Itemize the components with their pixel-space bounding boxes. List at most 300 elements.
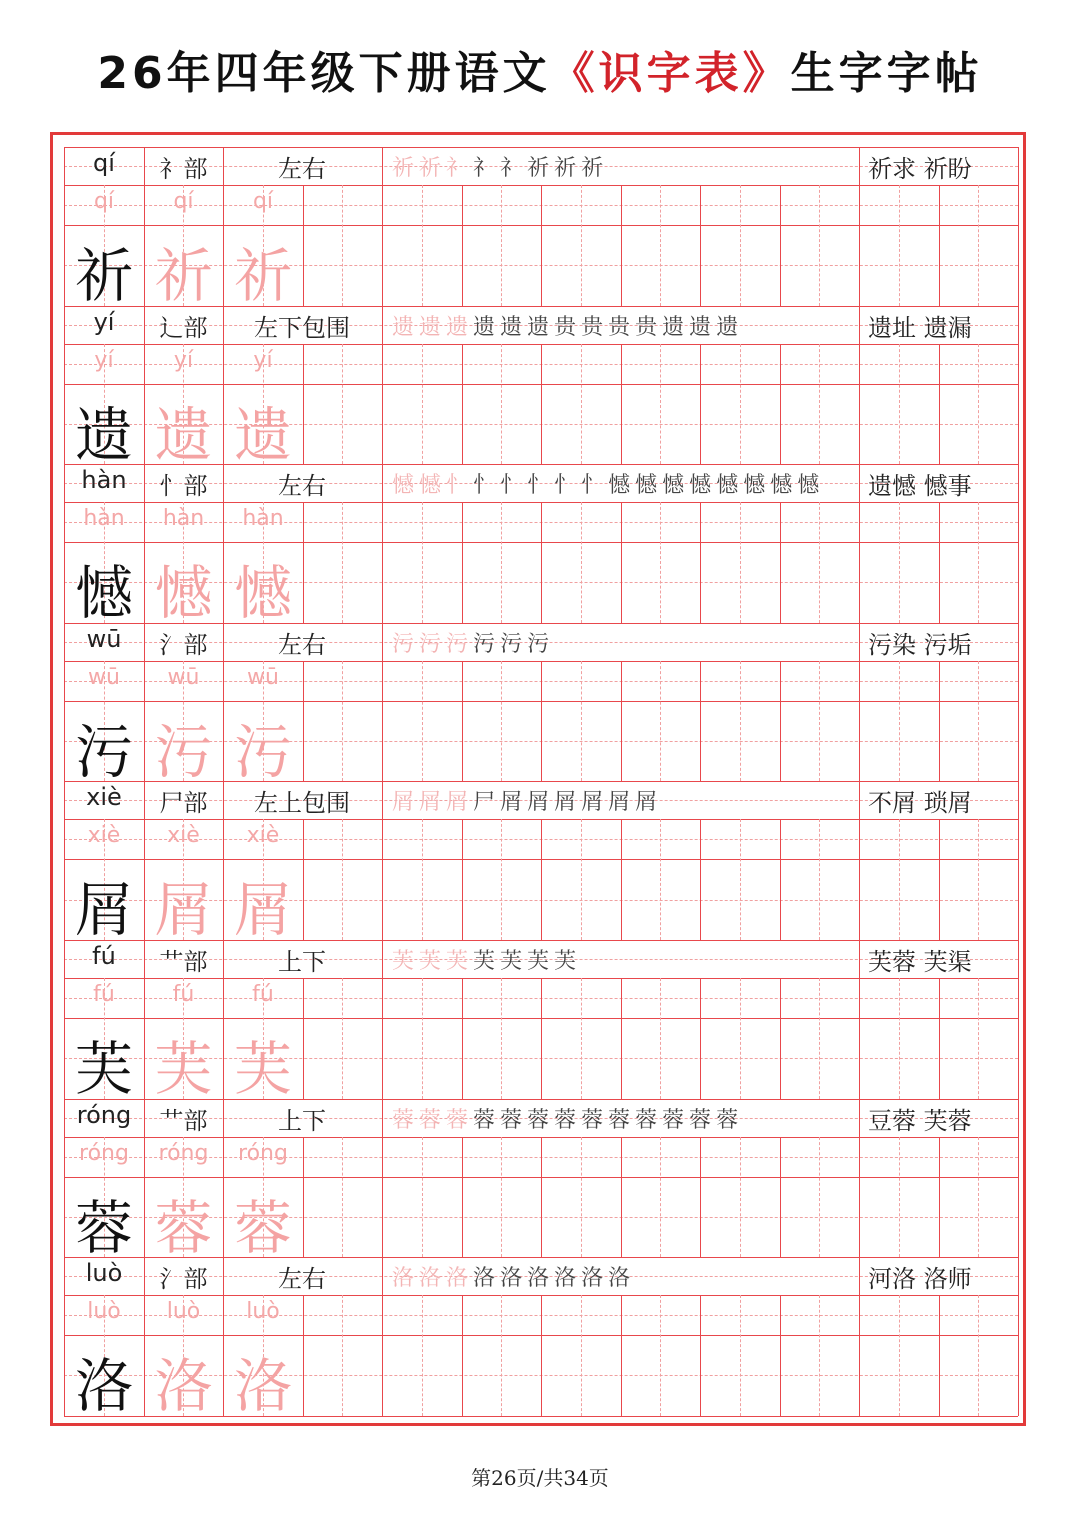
guide-line [660,344,661,465]
stroke-step: 蓉 [473,1107,497,1133]
pinyin-trace: róng [238,1140,288,1166]
stroke-step: 芙 [527,948,551,974]
pinyin-trace: xiè [167,823,200,849]
column-line [859,623,860,782]
guide-line [342,185,343,306]
row-line-top [64,781,1018,782]
column-line [1018,147,1019,306]
pinyin-trace: hàn [242,506,284,532]
example-words: 祈求 祈盼 [868,155,972,183]
column-line [462,661,463,782]
row-line-top [64,464,1018,465]
pinyin-trace: luò [166,1299,201,1325]
guide-line [501,978,502,1099]
stroke-step: 芙 [446,948,470,974]
guide-line [342,819,343,940]
stroke-step: 芙 [500,948,524,974]
guide-line [501,344,502,465]
char-block [64,147,1018,310]
guide-line [740,502,741,623]
guide-line [978,978,979,1099]
pinyin-trace: wū [88,664,120,690]
guide-line [978,661,979,782]
guide-line [740,1137,741,1258]
guide-line [660,1295,661,1416]
pinyin-trace: luò [87,1299,121,1325]
column-line [541,1137,542,1258]
column-line [382,464,383,623]
column-line [1018,1099,1019,1258]
guide-line [740,344,741,465]
guide-line [660,502,661,623]
column-line [382,623,383,782]
column-line [382,940,383,1099]
column-line [621,344,622,465]
stroke-step: 污 [446,631,470,657]
trace-character: 芙 [233,1034,292,1103]
guide-line [660,185,661,306]
column-line [939,502,940,623]
column-line [700,819,701,940]
column-line [939,1295,940,1416]
stroke-step: 污 [500,631,524,657]
guide-line [819,661,820,782]
pinyin-trace: yí [173,347,194,373]
guide-line [660,819,661,940]
guide-line [819,344,820,465]
column-line [621,661,622,782]
column-line [939,344,940,465]
stroke-step: 尸 [473,790,497,816]
guide-line [740,185,741,306]
trace-character: 污 [233,717,292,786]
pinyin-trace: fú [93,981,115,1007]
guide-line [422,502,423,623]
stroke-step: 憾 [392,473,416,499]
row-line-top [64,940,1018,941]
stroke-step: 憾 [689,473,713,499]
guide-line [819,819,820,940]
trace-character: 芙 [154,1034,213,1103]
pinyin-trace: hàn [83,506,125,532]
trace-character: 祈 [233,242,292,310]
trace-character: 憾 [154,559,213,628]
guide-line [978,819,979,940]
stroke-order [392,310,854,341]
column-line [462,1137,463,1258]
stroke-step: 憾 [797,473,821,499]
column-line [700,1295,701,1416]
page-title [0,44,1080,104]
column-line [541,502,542,623]
stroke-step: 洛 [500,1266,524,1292]
structure-label: 左右 [278,630,326,659]
stroke-step: 蓉 [527,1107,551,1133]
guide-line [899,185,900,306]
column-line [1018,464,1019,623]
stroke-step: 忄 [527,473,551,499]
stroke-step: 洛 [527,1266,551,1292]
model-character: 憾 [74,559,133,628]
radical-label: 辶部 [159,313,208,342]
stroke-step: 祈 [419,156,443,181]
pinyin-trace: fú [252,981,274,1007]
guide-line [422,344,423,465]
radical-label: 艹部 [159,1106,208,1135]
guide-line [501,819,502,940]
guide-line [581,819,582,940]
column-line [382,1099,383,1258]
stroke-step: 蓉 [419,1107,443,1133]
pinyin-trace: wū [247,664,279,690]
stroke-step: 祈 [581,156,605,181]
stroke-step: 蓉 [500,1107,524,1133]
radical-label: 礻部 [159,155,208,183]
structure-label: 上下 [278,1106,326,1135]
structure-label: 上下 [278,947,326,976]
stroke-order [392,468,854,499]
stroke-step: 忄 [446,473,470,499]
model-character: 祈 [74,242,133,310]
guide-line [819,1137,820,1258]
pinyin-label: wū [86,624,122,653]
example-words: 遗憾 憾事 [868,472,972,501]
structure-label: 左右 [278,155,326,183]
model-character: 污 [74,717,133,786]
stroke-order [392,1261,854,1292]
stroke-step: 憾 [608,473,632,499]
stroke-step: 礻 [473,156,497,181]
stroke-step: 忄 [473,473,497,499]
example-words: 污染 污垢 [868,630,972,659]
column-line [621,978,622,1099]
char-block [64,623,1018,786]
guide-line [660,978,661,1099]
column-line [780,978,781,1099]
stroke-step: 蓉 [635,1107,659,1133]
model-character: 蓉 [74,1193,133,1262]
guide-line [342,344,343,465]
stroke-step: 遗 [392,314,416,340]
trace-character: 祈 [154,242,213,310]
stroke-step: 洛 [446,1266,470,1292]
column-line [541,344,542,465]
column-line [1018,781,1019,940]
column-line [382,147,383,306]
guide-line [501,185,502,306]
stroke-step: 祈 [554,156,578,181]
stroke-step: 祈 [392,156,416,181]
pinyin-trace: xiè [246,823,280,849]
stroke-step: 污 [527,631,551,657]
title-suffix: 生字字帖 [790,48,983,99]
stroke-step: 屑 [500,790,524,816]
guide-line [978,502,979,623]
guide-line [501,502,502,623]
stroke-step: 蓉 [662,1107,686,1133]
column-line [859,781,860,940]
stroke-step: 礻 [446,156,470,181]
char-block [64,940,1018,1103]
guide-line [581,185,582,306]
column-line [462,185,463,306]
stroke-step: 蓉 [554,1107,578,1133]
guide-line [740,819,741,940]
guide-line [422,185,423,306]
guide-line [978,185,979,306]
column-line [621,502,622,623]
structure-label: 左右 [278,1265,326,1294]
char-block [64,464,1018,628]
stroke-step: 蓉 [716,1107,740,1133]
char-block [64,1257,1018,1421]
pinyin-trace: fú [172,981,195,1007]
column-line [462,344,463,465]
radical-label: 尸部 [159,789,208,818]
guide-line [899,344,900,465]
stroke-order [392,151,854,182]
char-block [64,781,1018,945]
column-line [780,1137,781,1258]
guide-line [899,502,900,623]
model-character: 遗 [74,400,133,469]
column-line [382,1257,383,1416]
guide-line [740,978,741,1099]
guide-line [740,1295,741,1416]
model-character: 芙 [74,1034,133,1103]
trace-character: 洛 [154,1352,213,1421]
column-line [859,464,860,623]
stroke-step: 贵 [608,314,632,340]
guide-line [660,661,661,782]
pinyin-trace: róng [79,1140,129,1166]
guide-line [422,819,423,940]
stroke-step: 洛 [554,1266,578,1292]
row-line-top [64,1099,1018,1100]
char-block [64,306,1018,469]
stroke-step: 芙 [419,948,443,974]
column-line [700,344,701,465]
radical-label: 氵部 [159,630,208,659]
column-line [462,819,463,940]
stroke-step: 洛 [392,1266,416,1292]
stroke-step: 蓉 [392,1107,416,1133]
guide-line [819,1295,820,1416]
pinyin-trace: róng [158,1140,209,1166]
column-line [700,502,701,623]
guide-line [581,344,582,465]
example-words: 不屑 琐屑 [868,789,972,818]
stroke-step: 污 [392,631,416,657]
guide-line [342,661,343,782]
column-line [541,1295,542,1416]
stroke-step: 芙 [392,948,416,974]
row-line-top [64,623,1018,624]
stroke-step: 憾 [635,473,659,499]
stroke-step: 遗 [716,314,740,340]
column-line [700,661,701,782]
guide-line [899,661,900,782]
column-line [859,1257,860,1416]
guide-line [581,502,582,623]
stroke-step: 屑 [581,790,605,816]
guide-line [422,661,423,782]
guide-line [978,344,979,465]
radical-label: 氵部 [159,1265,208,1294]
stroke-step: 洛 [473,1266,497,1292]
stroke-order [392,944,854,975]
stroke-step: 洛 [419,1266,443,1292]
stroke-step: 芙 [554,948,578,974]
column-line [780,819,781,940]
guide-line [819,502,820,623]
stroke-step: 遗 [500,314,524,340]
example-words: 遗址 遗漏 [868,313,972,342]
radical-label: 忄部 [159,472,208,501]
column-line [780,502,781,623]
trace-character: 屑 [154,876,213,945]
column-line [780,185,781,306]
column-line [1018,940,1019,1099]
column-line [462,978,463,1099]
column-line [859,306,860,465]
column-line [780,661,781,782]
example-words: 河洛 洛师 [868,1265,972,1294]
guide-line [501,661,502,782]
column-line [621,819,622,940]
model-character: 屑 [74,876,133,945]
column-line [939,1137,940,1258]
guide-line [342,1137,343,1258]
column-line [1018,623,1019,782]
guide-line [899,1137,900,1258]
stroke-order [392,785,854,816]
trace-character: 憾 [233,559,292,628]
pinyin-label: hàn [81,466,127,495]
stroke-step: 屑 [608,790,632,816]
guide-line [501,1295,502,1416]
trace-character: 蓉 [233,1193,292,1262]
stroke-step: 憾 [743,473,767,499]
title-highlight: 《识字表》 [550,48,791,99]
row-line-top [64,147,1018,148]
stroke-step: 遗 [527,314,551,340]
pinyin-trace: qí [173,189,194,214]
guide-line [978,1137,979,1258]
pinyin-label: xiè [86,783,122,812]
stroke-step: 蓉 [446,1107,470,1133]
row-line-top [64,306,1018,307]
row-line-top [64,1257,1018,1258]
guide-line [422,1295,423,1416]
guide-line [422,1137,423,1258]
guide-line [342,978,343,1099]
column-line [382,306,383,465]
stroke-step: 芙 [473,948,497,974]
column-line [541,978,542,1099]
pinyin-trace: yí [253,347,273,373]
guide-line [342,1295,343,1416]
guide-line [581,1295,582,1416]
example-words: 豆蓉 芙蓉 [868,1106,972,1135]
guide-line [581,1137,582,1258]
column-line [859,940,860,1099]
example-words: 芙蓉 芙渠 [868,947,972,976]
pinyin-label: róng [76,1100,132,1129]
column-line [382,781,383,940]
stroke-order [392,627,854,658]
title-prefix: 26年四年级下册语文 [97,48,551,99]
stroke-step: 污 [473,631,497,657]
stroke-step: 洛 [581,1266,605,1292]
column-line [621,1295,622,1416]
column-line [780,344,781,465]
stroke-step: 憾 [419,473,443,499]
stroke-step: 遗 [473,314,497,340]
pinyin-trace: hàn [162,506,205,532]
guide-line [899,978,900,1099]
stroke-step: 蓉 [689,1107,713,1133]
trace-character: 屑 [233,876,292,945]
pinyin-label: fú [92,941,116,970]
pinyin-trace: luò [246,1299,280,1325]
pinyin-trace: xiè [87,823,121,849]
stroke-step: 贵 [554,314,578,340]
stroke-step: 污 [419,631,443,657]
pinyin-label: qí [93,149,115,177]
guide-line [581,978,582,1099]
stroke-step: 屑 [554,790,578,816]
trace-character: 遗 [154,400,213,469]
model-character: 洛 [74,1352,133,1421]
guide-line [819,185,820,306]
column-line [541,661,542,782]
guide-line [899,1295,900,1416]
column-line [939,978,940,1099]
structure-label: 左上包围 [254,789,350,818]
stroke-step: 憾 [662,473,686,499]
stroke-step: 贵 [581,314,605,340]
column-line [859,147,860,306]
stroke-step: 屑 [446,790,470,816]
guide-line [978,1295,979,1416]
column-line [462,502,463,623]
column-line [939,185,940,306]
stroke-step: 蓉 [581,1107,605,1133]
column-line [621,185,622,306]
trace-character: 洛 [233,1352,292,1421]
column-line [541,185,542,306]
page-number: 第26页/共34页 [471,1466,609,1490]
pinyin-label: luò [85,1259,123,1288]
column-line [700,185,701,306]
trace-character: 污 [154,717,213,786]
char-block [64,1099,1018,1262]
stroke-step: 遗 [446,314,470,340]
stroke-step: 屑 [527,790,551,816]
practice-grid [64,147,1018,1421]
trace-character: 蓉 [154,1193,213,1262]
pinyin-label: yí [93,307,115,336]
structure-label: 左右 [278,472,326,501]
column-line [1018,1257,1019,1416]
stroke-step: 憾 [716,473,740,499]
stroke-step: 贵 [635,314,659,340]
guide-line [819,978,820,1099]
stroke-step: 遗 [419,314,443,340]
stroke-step: 遗 [662,314,686,340]
column-line [939,819,940,940]
